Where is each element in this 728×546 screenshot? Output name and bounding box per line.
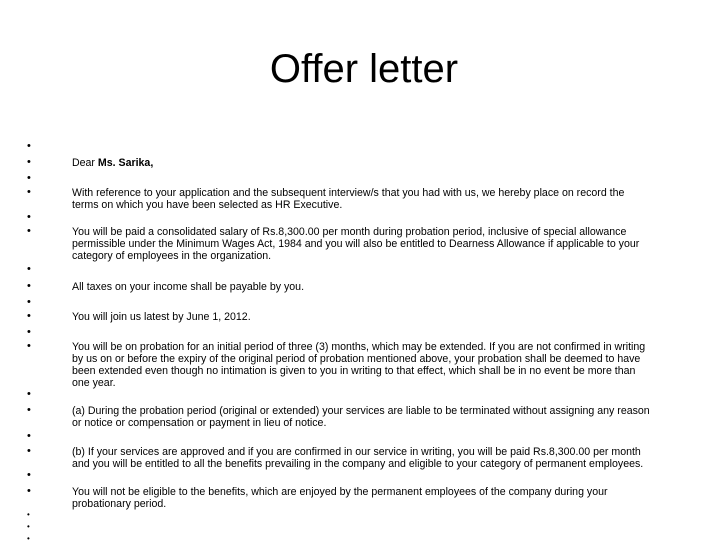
bullet-marker: • [27, 340, 31, 352]
paragraph-taxes [72, 281, 702, 293]
paragraph-termination [72, 405, 702, 429]
bullet-marker: • [27, 430, 31, 442]
text-line: (a) During the probation period (original or extended) your services are liable to be terminated without assigning any reason [72, 405, 650, 417]
bullet-marker: • [27, 310, 31, 322]
bullet-marker: • [27, 326, 31, 338]
bullet-marker: • [27, 510, 30, 519]
recipient-name: Ms. Sarika, [97, 157, 154, 169]
text-line: and you will be entitled to all the benefits prevailing in the company and eligible to your category of permanent employees. [72, 458, 644, 470]
text-line: or notice or compensation or payment in lieu of notice. [72, 417, 327, 429]
greeting-prefix: Dear [72, 157, 98, 169]
text-line: been extended even though no intimation is given to you in writing to that effect, which shall be in no event be more than [72, 365, 636, 377]
text-line: probationary period. [72, 498, 167, 510]
bullet-marker: • [27, 534, 30, 543]
text-line: by us on or before the expiry of the original period of probation mentioned above, your probation shall be deemed to have [72, 353, 641, 365]
bullet-marker: • [27, 485, 31, 497]
paragraph-probation [72, 341, 702, 389]
bullet-marker: • [27, 156, 31, 168]
paragraph-confirmation [72, 446, 702, 470]
text-line: (b) If your services are approved and if you are confirmed in our service in writing, you will be paid Rs.8,300.00 per month [72, 446, 641, 458]
paragraph-application [72, 187, 702, 211]
text-line: With reference to your application and the subsequent interview/s that you had with us, we hereby place on record the [72, 187, 625, 199]
bullet-marker: • [27, 522, 30, 531]
bullet-marker: • [27, 172, 31, 184]
bullet-marker: • [27, 404, 31, 416]
text-line: You will not be eligible to the benefits, which are enjoyed by the permanent employees of the company during your [72, 486, 608, 498]
text-line: All taxes on your income shall be payable by you. [72, 281, 305, 293]
bullet-marker: • [27, 263, 31, 275]
bullet-marker: • [27, 280, 31, 292]
bullet-marker: • [27, 225, 31, 237]
bullet-marker: • [27, 388, 31, 400]
text-line: terms on which you have been selected as HR Executive. [72, 199, 343, 211]
page-title: Offer letter [269, 47, 459, 91]
paragraph-joining-date [72, 311, 702, 323]
paragraph-salary [72, 226, 702, 262]
bullet-marker: • [27, 186, 31, 198]
paragraph-benefits [72, 486, 702, 510]
bullet-marker: • [27, 469, 31, 481]
text-line: You will join us latest by June 1, 2012. [72, 311, 251, 323]
text-line: category of employees in the organization. [72, 250, 272, 262]
text-line: one year. [72, 377, 116, 389]
bullet-marker: • [27, 140, 31, 152]
greeting [72, 157, 702, 169]
bullet-marker: • [27, 445, 31, 457]
text-line: You will be paid a consolidated salary of Rs.8,300.00 per month during probation period, inclusive of special allowance [72, 226, 627, 238]
bullet-marker: • [27, 296, 31, 308]
text-line: You will be on probation for an initial period of three (3) months, which may be extended. If you are not confirmed in writing [72, 341, 646, 353]
text-line: permissible under the Minimum Wages Act, 1984 and you will also be entitled to Dearness Allowance if applicable to your [72, 238, 640, 250]
bullet-marker: • [27, 211, 31, 223]
